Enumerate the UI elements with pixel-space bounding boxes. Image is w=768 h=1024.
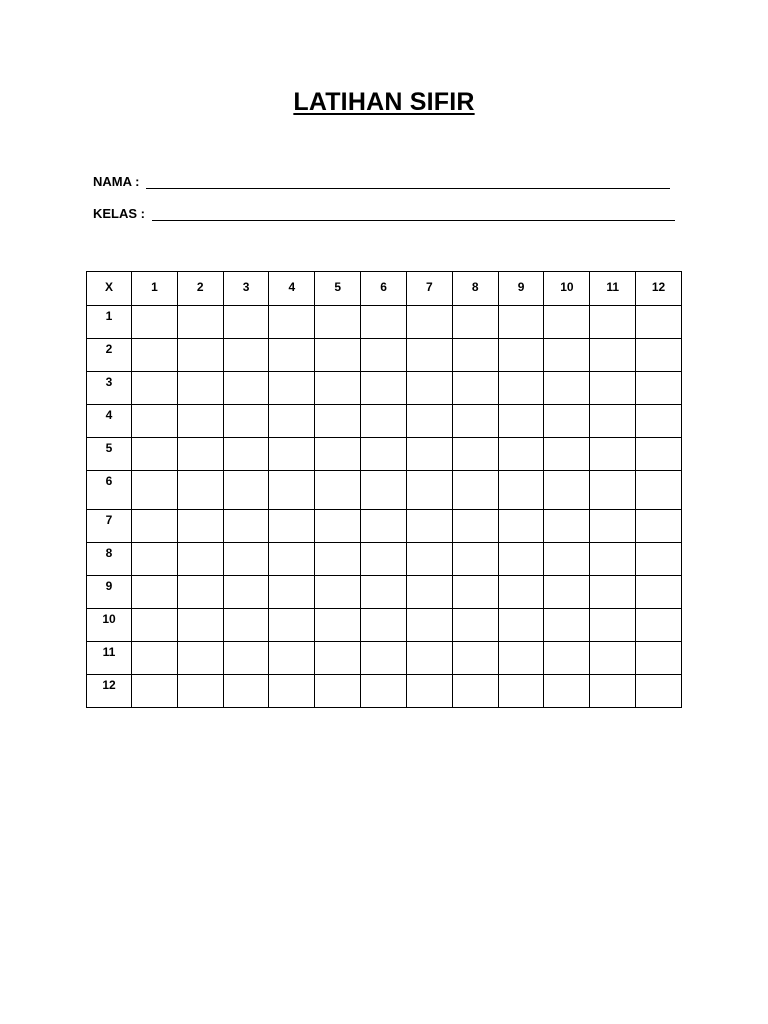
class-label: KELAS :	[93, 206, 149, 221]
answer-cell[interactable]	[590, 576, 636, 609]
answer-cell[interactable]	[269, 438, 315, 471]
worksheet-title	[0, 88, 768, 117]
answer-cell[interactable]	[406, 339, 452, 372]
table-row	[87, 642, 682, 675]
answer-cell[interactable]	[177, 543, 223, 576]
answer-cell[interactable]	[361, 675, 407, 708]
answer-cell[interactable]	[544, 405, 590, 438]
answer-cell[interactable]	[177, 609, 223, 642]
answer-cell[interactable]	[361, 471, 407, 510]
answer-cell[interactable]	[223, 339, 269, 372]
answer-cell[interactable]	[269, 339, 315, 372]
answer-cell[interactable]	[177, 405, 223, 438]
row-header: 6	[87, 471, 132, 510]
answer-cell[interactable]	[132, 510, 178, 543]
column-header: 12	[636, 272, 682, 306]
answer-cell[interactable]	[590, 438, 636, 471]
answer-cell[interactable]	[636, 405, 682, 438]
row-header: 5	[87, 438, 132, 471]
answer-cell[interactable]	[544, 438, 590, 471]
row-header: 1	[87, 306, 132, 339]
answer-cell[interactable]	[269, 543, 315, 576]
answer-cell[interactable]	[636, 642, 682, 675]
answer-cell[interactable]	[544, 471, 590, 510]
answer-cell[interactable]	[544, 510, 590, 543]
answer-cell[interactable]	[315, 609, 361, 642]
answer-cell[interactable]	[452, 642, 498, 675]
row-header: 7	[87, 510, 132, 543]
row-header: 2	[87, 339, 132, 372]
table-row	[87, 405, 682, 438]
column-header: 4	[269, 272, 315, 306]
answer-cell[interactable]	[132, 372, 178, 405]
answer-cell[interactable]	[544, 609, 590, 642]
answer-cell[interactable]	[590, 609, 636, 642]
answer-cell[interactable]	[177, 339, 223, 372]
answer-cell[interactable]	[544, 675, 590, 708]
table-row	[87, 471, 682, 510]
class-blank-line[interactable]	[152, 208, 675, 221]
table-row	[87, 372, 682, 405]
answer-cell[interactable]	[498, 471, 544, 510]
answer-cell[interactable]	[544, 306, 590, 339]
answer-cell[interactable]	[132, 438, 178, 471]
answer-cell[interactable]	[452, 306, 498, 339]
corner-cell: X	[87, 272, 132, 306]
answer-cell[interactable]	[177, 438, 223, 471]
answer-cell[interactable]	[361, 576, 407, 609]
table-header-row	[87, 272, 682, 306]
answer-cell[interactable]	[498, 609, 544, 642]
answer-cell[interactable]	[406, 372, 452, 405]
answer-cell[interactable]	[269, 471, 315, 510]
answer-cell[interactable]	[223, 471, 269, 510]
answer-cell[interactable]	[132, 642, 178, 675]
answer-cell[interactable]	[590, 372, 636, 405]
answer-cell[interactable]	[177, 471, 223, 510]
answer-cell[interactable]	[315, 306, 361, 339]
answer-cell[interactable]	[452, 339, 498, 372]
column-header: 8	[452, 272, 498, 306]
answer-cell[interactable]	[452, 405, 498, 438]
column-header: 9	[498, 272, 544, 306]
row-header: 11	[87, 642, 132, 675]
answer-cell[interactable]	[223, 510, 269, 543]
answer-cell[interactable]	[269, 306, 315, 339]
table-row	[87, 510, 682, 543]
answer-cell[interactable]	[498, 339, 544, 372]
answer-cell[interactable]	[590, 642, 636, 675]
answer-cell[interactable]	[544, 576, 590, 609]
answer-cell[interactable]	[223, 576, 269, 609]
answer-cell[interactable]	[452, 372, 498, 405]
answer-cell[interactable]	[223, 543, 269, 576]
row-header: 10	[87, 609, 132, 642]
row-header: 9	[87, 576, 132, 609]
answer-cell[interactable]	[636, 510, 682, 543]
answer-cell[interactable]	[452, 510, 498, 543]
row-header: 3	[87, 372, 132, 405]
answer-cell[interactable]	[636, 675, 682, 708]
answer-cell[interactable]	[132, 405, 178, 438]
answer-cell[interactable]	[223, 372, 269, 405]
answer-cell[interactable]	[636, 306, 682, 339]
table-row	[87, 306, 682, 339]
answer-cell[interactable]	[498, 510, 544, 543]
answer-cell[interactable]	[132, 609, 178, 642]
answer-cell[interactable]	[406, 576, 452, 609]
answer-cell[interactable]	[361, 642, 407, 675]
answer-cell[interactable]	[544, 372, 590, 405]
answer-cell[interactable]	[498, 675, 544, 708]
answer-cell[interactable]	[406, 510, 452, 543]
answer-cell[interactable]	[636, 438, 682, 471]
answer-cell[interactable]	[269, 510, 315, 543]
answer-cell[interactable]	[269, 642, 315, 675]
answer-cell[interactable]	[269, 405, 315, 438]
answer-cell[interactable]	[132, 339, 178, 372]
answer-cell[interactable]	[590, 306, 636, 339]
answer-cell[interactable]	[315, 642, 361, 675]
answer-cell[interactable]	[132, 306, 178, 339]
column-header: 6	[361, 272, 407, 306]
answer-cell[interactable]	[315, 438, 361, 471]
name-field	[93, 174, 670, 189]
answer-cell[interactable]	[406, 471, 452, 510]
answer-cell[interactable]	[406, 405, 452, 438]
answer-cell[interactable]	[361, 306, 407, 339]
table-row	[87, 609, 682, 642]
answer-cell[interactable]	[590, 675, 636, 708]
answer-cell[interactable]	[269, 609, 315, 642]
answer-cell[interactable]	[361, 405, 407, 438]
table-row	[87, 438, 682, 471]
row-header: 4	[87, 405, 132, 438]
answer-cell[interactable]	[223, 609, 269, 642]
column-header: 10	[544, 272, 590, 306]
answer-cell[interactable]	[406, 438, 452, 471]
answer-cell[interactable]	[361, 510, 407, 543]
answer-cell[interactable]	[177, 675, 223, 708]
class-field	[93, 206, 675, 221]
answer-cell[interactable]	[177, 372, 223, 405]
column-header: 3	[223, 272, 269, 306]
answer-cell[interactable]	[177, 510, 223, 543]
column-header: 1	[132, 272, 178, 306]
column-header: 7	[406, 272, 452, 306]
answer-cell[interactable]	[452, 543, 498, 576]
answer-cell[interactable]	[269, 576, 315, 609]
answer-cell[interactable]	[544, 543, 590, 576]
answer-cell[interactable]	[269, 675, 315, 708]
column-header: 5	[315, 272, 361, 306]
answer-cell[interactable]	[315, 543, 361, 576]
answer-cell[interactable]	[590, 405, 636, 438]
table-row	[87, 675, 682, 708]
answer-cell[interactable]	[132, 675, 178, 708]
table-row	[87, 339, 682, 372]
answer-cell[interactable]	[590, 543, 636, 576]
answer-cell[interactable]	[452, 438, 498, 471]
answer-cell[interactable]	[590, 510, 636, 543]
answer-cell[interactable]	[590, 471, 636, 510]
answer-cell[interactable]	[315, 510, 361, 543]
answer-cell[interactable]	[315, 339, 361, 372]
answer-cell[interactable]	[315, 675, 361, 708]
answer-cell[interactable]	[177, 306, 223, 339]
table-body	[87, 306, 682, 708]
answer-cell[interactable]	[315, 576, 361, 609]
answer-cell[interactable]	[406, 609, 452, 642]
worksheet-title-text: LATIHAN SIFIR	[293, 88, 475, 116]
answer-cell[interactable]	[223, 438, 269, 471]
answer-cell[interactable]	[361, 339, 407, 372]
answer-cell[interactable]	[636, 471, 682, 510]
answer-cell[interactable]	[132, 471, 178, 510]
answer-cell[interactable]	[223, 642, 269, 675]
table-row	[87, 576, 682, 609]
answer-cell[interactable]	[636, 576, 682, 609]
answer-cell[interactable]	[177, 576, 223, 609]
answer-cell[interactable]	[498, 405, 544, 438]
answer-cell[interactable]	[223, 306, 269, 339]
answer-cell[interactable]	[361, 543, 407, 576]
answer-cell[interactable]	[315, 405, 361, 438]
answer-cell[interactable]	[452, 576, 498, 609]
table-row	[87, 543, 682, 576]
answer-cell[interactable]	[315, 372, 361, 405]
answer-cell[interactable]	[498, 543, 544, 576]
answer-cell[interactable]	[544, 642, 590, 675]
answer-cell[interactable]	[223, 405, 269, 438]
answer-cell[interactable]	[498, 576, 544, 609]
multiplication-table	[86, 271, 682, 708]
row-header: 12	[87, 675, 132, 708]
column-header: 11	[590, 272, 636, 306]
answer-cell[interactable]	[452, 675, 498, 708]
answer-cell[interactable]	[361, 609, 407, 642]
name-blank-line[interactable]	[146, 176, 670, 189]
name-label: NAMA :	[93, 174, 144, 189]
answer-cell[interactable]	[406, 543, 452, 576]
answer-cell[interactable]	[361, 438, 407, 471]
answer-cell[interactable]	[406, 642, 452, 675]
answer-cell[interactable]	[590, 339, 636, 372]
answer-cell[interactable]	[269, 372, 315, 405]
answer-cell[interactable]	[636, 543, 682, 576]
answer-cell[interactable]	[315, 471, 361, 510]
answer-cell[interactable]	[132, 543, 178, 576]
answer-cell[interactable]	[544, 339, 590, 372]
answer-cell[interactable]	[406, 675, 452, 708]
answer-cell[interactable]	[636, 609, 682, 642]
answer-cell[interactable]	[452, 471, 498, 510]
answer-cell[interactable]	[636, 339, 682, 372]
row-header: 8	[87, 543, 132, 576]
answer-cell[interactable]	[406, 306, 452, 339]
answer-cell[interactable]	[498, 306, 544, 339]
answer-cell[interactable]	[498, 438, 544, 471]
answer-cell[interactable]	[636, 372, 682, 405]
column-header: 2	[177, 272, 223, 306]
answer-cell[interactable]	[498, 372, 544, 405]
answer-cell[interactable]	[223, 675, 269, 708]
answer-cell[interactable]	[498, 642, 544, 675]
answer-cell[interactable]	[452, 609, 498, 642]
answer-cell[interactable]	[132, 576, 178, 609]
answer-cell[interactable]	[177, 642, 223, 675]
answer-cell[interactable]	[361, 372, 407, 405]
